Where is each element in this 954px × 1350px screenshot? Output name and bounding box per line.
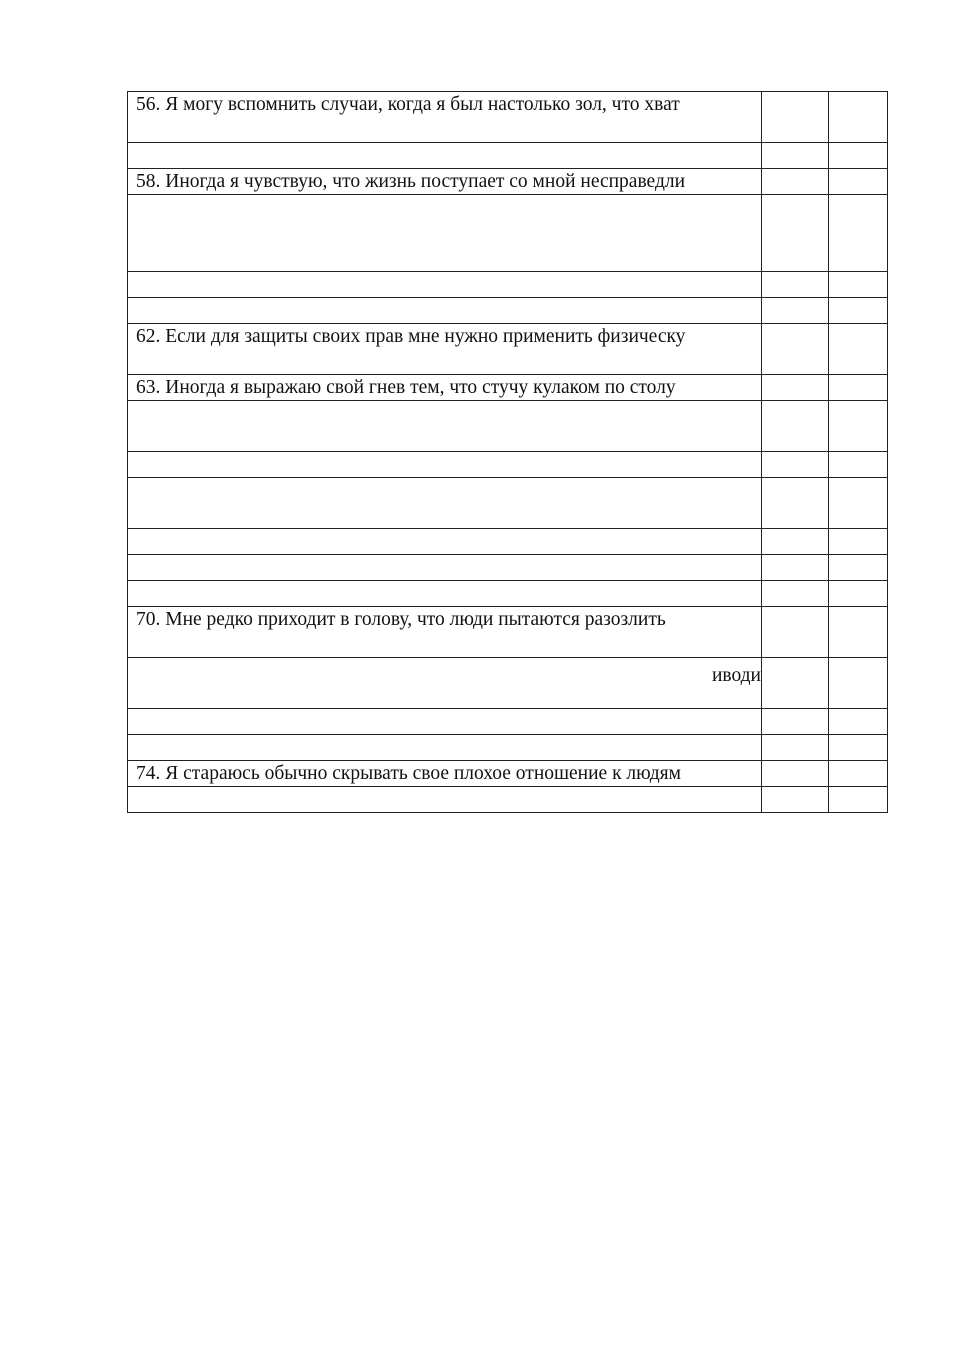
answer-cell-b bbox=[829, 298, 888, 324]
answer-cell-b bbox=[829, 401, 888, 452]
answer-cell-b bbox=[829, 143, 888, 169]
question-text bbox=[128, 709, 761, 710]
question-text bbox=[128, 787, 761, 788]
answer-cell-a bbox=[762, 272, 829, 298]
question-cell bbox=[128, 272, 762, 298]
answer-cell-b bbox=[829, 761, 888, 787]
answer-cell-a bbox=[762, 555, 829, 581]
table-row bbox=[128, 195, 888, 272]
answer-cell-a bbox=[762, 787, 829, 813]
answer-cell-a bbox=[762, 169, 829, 195]
table-row bbox=[128, 478, 888, 529]
question-text bbox=[128, 401, 761, 402]
table-row bbox=[128, 761, 888, 787]
table-row bbox=[128, 143, 888, 169]
table-row bbox=[128, 324, 888, 375]
answer-cell-a bbox=[762, 452, 829, 478]
table-row bbox=[128, 375, 888, 401]
answer-cell-b bbox=[829, 169, 888, 195]
answer-cell-b bbox=[829, 478, 888, 529]
answer-cell-b bbox=[829, 452, 888, 478]
answer-cell-a bbox=[762, 324, 829, 375]
question-text bbox=[128, 143, 761, 144]
answer-cell-a bbox=[762, 92, 829, 143]
table-row bbox=[128, 787, 888, 813]
answer-cell-a bbox=[762, 529, 829, 555]
question-text bbox=[128, 272, 761, 273]
answer-cell-a bbox=[762, 143, 829, 169]
answer-cell-a bbox=[762, 761, 829, 787]
answer-cell-a bbox=[762, 375, 829, 401]
answer-cell-b bbox=[829, 709, 888, 735]
question-text: 70. Мне редко приходит в голову, что люди пытаются разозлить bbox=[136, 609, 666, 630]
table-row bbox=[128, 658, 888, 709]
table-row bbox=[128, 92, 888, 143]
question-cell bbox=[128, 452, 762, 478]
question-cell bbox=[128, 324, 762, 375]
answer-cell-b bbox=[829, 735, 888, 761]
question-text: иводи bbox=[711, 665, 761, 686]
question-cell bbox=[128, 401, 762, 452]
answer-cell-b bbox=[829, 195, 888, 272]
table-row bbox=[128, 581, 888, 607]
answer-cell-b bbox=[829, 529, 888, 555]
answer-cell-a bbox=[762, 581, 829, 607]
table-row bbox=[128, 529, 888, 555]
question-text: 63. Иногда я выражаю свой гнев тем, что стучу кулаком по столу bbox=[136, 377, 676, 398]
question-cell bbox=[128, 581, 762, 607]
answer-cell-a bbox=[762, 607, 829, 658]
question-cell bbox=[128, 143, 762, 169]
question-cell bbox=[128, 658, 762, 709]
question-text bbox=[128, 195, 761, 196]
answer-cell-a bbox=[762, 658, 829, 709]
question-cell bbox=[128, 787, 762, 813]
question-cell bbox=[128, 375, 762, 401]
answer-cell-b bbox=[829, 92, 888, 143]
table-row bbox=[128, 169, 888, 195]
question-text: 74. Я стараюсь обычно скрывать свое плохое отношение к людям bbox=[136, 763, 681, 784]
answer-cell-b bbox=[829, 324, 888, 375]
question-text bbox=[128, 529, 761, 530]
answer-cell-b bbox=[829, 658, 888, 709]
question-cell bbox=[128, 709, 762, 735]
table-row bbox=[128, 401, 888, 452]
answer-cell-b bbox=[829, 375, 888, 401]
question-cell bbox=[128, 529, 762, 555]
answer-cell-a bbox=[762, 478, 829, 529]
question-text bbox=[128, 581, 761, 582]
answer-cell-a bbox=[762, 709, 829, 735]
question-cell bbox=[128, 607, 762, 658]
table-row bbox=[128, 607, 888, 658]
answer-cell-a bbox=[762, 195, 829, 272]
answer-cell-b bbox=[829, 787, 888, 813]
question-cell bbox=[128, 92, 762, 143]
questionnaire-table bbox=[127, 91, 888, 813]
answer-cell-a bbox=[762, 401, 829, 452]
question-text bbox=[128, 452, 761, 453]
table-row bbox=[128, 452, 888, 478]
table-row bbox=[128, 735, 888, 761]
answer-cell-b bbox=[829, 607, 888, 658]
question-text bbox=[128, 735, 761, 736]
answer-cell-b bbox=[829, 581, 888, 607]
question-cell bbox=[128, 478, 762, 529]
answer-cell-b bbox=[829, 555, 888, 581]
question-cell bbox=[128, 735, 762, 761]
question-text bbox=[128, 555, 761, 556]
question-cell bbox=[128, 761, 762, 787]
question-cell bbox=[128, 169, 762, 195]
answer-cell-a bbox=[762, 735, 829, 761]
table-row bbox=[128, 298, 888, 324]
question-text bbox=[128, 478, 761, 479]
table-row bbox=[128, 709, 888, 735]
questionnaire-table-body bbox=[128, 92, 888, 813]
question-text: 56. Я могу вспомнить случаи, когда я был настолько зол, что хват bbox=[136, 94, 680, 115]
question-cell bbox=[128, 195, 762, 272]
answer-cell-a bbox=[762, 298, 829, 324]
question-text: 58. Иногда я чувствую, что жизнь поступает со мной несправедли bbox=[136, 171, 686, 192]
table-row bbox=[128, 555, 888, 581]
question-cell bbox=[128, 298, 762, 324]
answer-cell-b bbox=[829, 272, 888, 298]
question-text: 62. Если для защиты своих прав мне нужно применить физическу bbox=[136, 326, 686, 347]
question-cell bbox=[128, 555, 762, 581]
question-text bbox=[128, 298, 761, 299]
table-row bbox=[128, 272, 888, 298]
